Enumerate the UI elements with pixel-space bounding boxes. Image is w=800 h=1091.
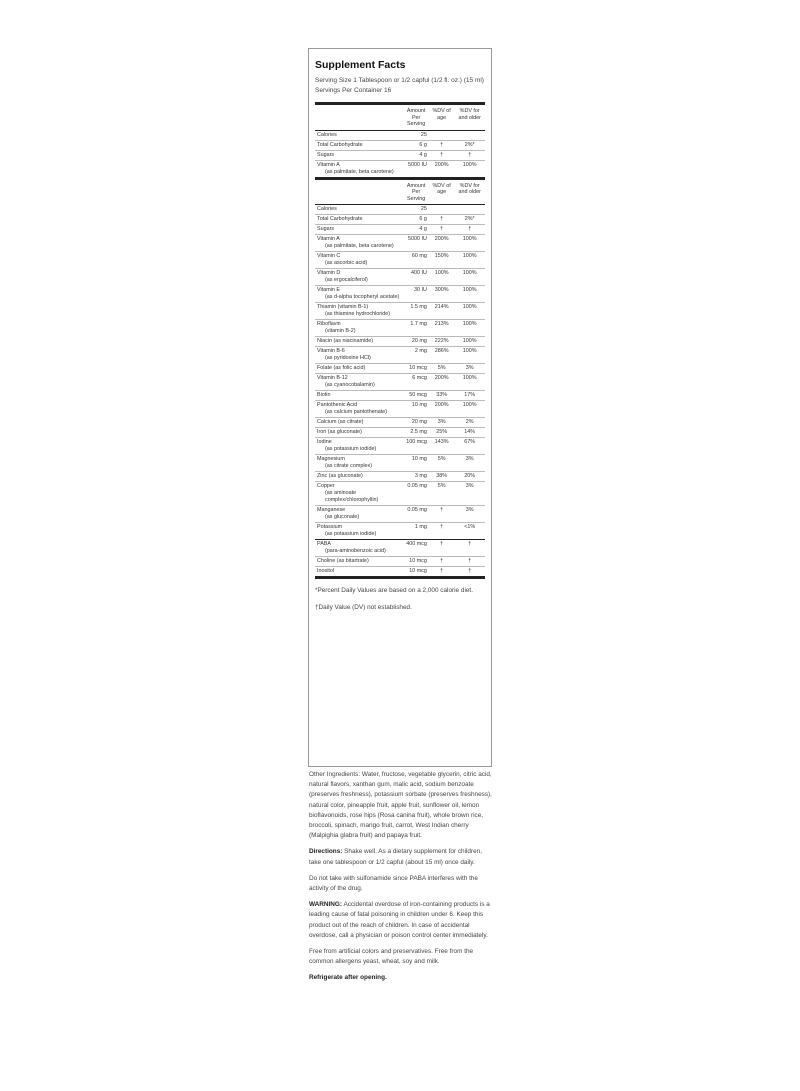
nutrient-row [315, 401, 485, 418]
refrigerate-label: Refrigerate after opening. [309, 974, 387, 982]
nutrient-row [315, 567, 485, 578]
dv-adults: 2%* [454, 140, 485, 150]
nutrient-source: (as potassium iodide) [325, 531, 377, 537]
dv-children: † [429, 215, 455, 225]
amount-per-serving: 10 mcg [403, 364, 429, 374]
header-nutrient [315, 180, 403, 205]
nutrient-name-cell [315, 472, 403, 482]
nutrient-name: Riboflavin [317, 321, 341, 327]
nutrient-name-cell [315, 337, 403, 347]
header-dv-adults: %DV for and older [454, 180, 485, 205]
dv-children: 300% [429, 286, 455, 303]
nutrient-row [315, 235, 485, 252]
nutrient-name: Calories [317, 206, 337, 212]
amount-per-serving: 20 mg [403, 418, 429, 428]
nutrient-name-cell [315, 557, 403, 567]
servings-per-container: Servings Per Container 16 [315, 87, 392, 94]
dv-adults: 17% [454, 391, 485, 401]
nutrient-name-cell [315, 364, 403, 374]
nutrient-name: Calories [317, 131, 337, 138]
dv-adults: 67% [454, 438, 485, 455]
dv-children: † [429, 506, 455, 523]
supplement-facts-title: Supplement Facts [315, 59, 406, 71]
amount-per-serving: 4 g [403, 225, 429, 235]
nutrient-name-cell [315, 215, 403, 225]
dv-children: 25% [429, 428, 455, 438]
nutrient-name-cell [315, 374, 403, 391]
nutrient-row [315, 455, 485, 472]
dv-children: 213% [429, 320, 455, 337]
nutrient-name: Thiamin (vitamin B-1) [317, 304, 369, 310]
refrigerate-note [309, 973, 493, 983]
dv-children: 286% [429, 347, 455, 364]
amount-per-serving: 100 mcg [403, 438, 429, 455]
nutrient-row [315, 364, 485, 374]
dv-adults: 3% [454, 364, 485, 374]
dv-adults: 20% [454, 472, 485, 482]
table-header-row [315, 180, 485, 205]
amount-per-serving: 1.7 mg [403, 320, 429, 337]
dv-adults: 3% [454, 506, 485, 523]
amount-per-serving: 50 mcg [403, 391, 429, 401]
dv-adults: 100% [454, 320, 485, 337]
nutrient-name: Vitamin C [317, 253, 341, 259]
dv-children: † [429, 140, 455, 150]
nutrient-row [315, 140, 485, 150]
nutrient-name: Choline (as bitartrate) [317, 558, 369, 564]
nutrient-row [315, 205, 485, 215]
nutrient-name: Vitamin D [317, 270, 341, 276]
nutrient-name: Niacin (as niacinamide) [317, 338, 374, 344]
nutrient-source: (as palmitate, beta carotene) [325, 243, 394, 249]
nutrient-row [315, 320, 485, 337]
nutrient-source: (as citrate complex) [325, 463, 373, 469]
amount-per-serving: 1 mg [403, 523, 429, 540]
header-nutrient [315, 104, 403, 131]
nutrient-name: Biotin [317, 392, 331, 398]
warning [309, 900, 493, 941]
dv-adults: 3% [454, 455, 485, 472]
nutrient-row [315, 506, 485, 523]
dv-children: 5% [429, 364, 455, 374]
header-dv-adults: %DV for and older [454, 104, 485, 131]
dv-adults: 2% [454, 418, 485, 428]
nutrient-row [315, 130, 485, 140]
dv-children: 222% [429, 337, 455, 347]
nutrient-name-cell [315, 130, 403, 140]
facts-table-2 [315, 180, 485, 580]
nutrient-name: Vitamin A [317, 236, 340, 242]
directions-label: Directions: [309, 848, 343, 856]
dv-adults: 100% [454, 337, 485, 347]
dv-children: † [429, 557, 455, 567]
nutrient-name: Vitamin B-12 [317, 375, 348, 381]
amount-per-serving: 60 mg [403, 252, 429, 269]
dv-children: † [429, 225, 455, 235]
amount-per-serving: 25 [403, 205, 429, 215]
dv-children: 5% [429, 482, 455, 506]
header-amount: Amount Per Serving [403, 180, 429, 205]
nutrient-row [315, 225, 485, 235]
dv-children: 33% [429, 391, 455, 401]
dv-adults: 100% [454, 401, 485, 418]
amount-per-serving: 10 mg [403, 401, 429, 418]
directions [309, 847, 493, 867]
nutrient-name: Potassium [317, 524, 343, 530]
amount-per-serving: 10 mg [403, 455, 429, 472]
nutrient-row [315, 557, 485, 567]
nutrient-row [315, 438, 485, 455]
nutrient-name: Vitamin B-6 [317, 348, 345, 354]
nutrient-source: (as ergocalciferol) [325, 277, 368, 283]
nutrient-row [315, 374, 485, 391]
supplement-facts-panel [308, 48, 492, 767]
amount-per-serving: 30 IU [403, 286, 429, 303]
nutrient-name-cell [315, 347, 403, 364]
dv-adults: † [454, 225, 485, 235]
footnote-percent-dv: *Percent Daily Values are based on a 2,000 calorie diet. [315, 587, 473, 594]
nutrient-name: Total Carbohydrate [317, 141, 363, 148]
nutrient-name-cell [315, 540, 403, 557]
amount-per-serving: 0.05 mg [403, 506, 429, 523]
dv-adults: <1% [454, 523, 485, 540]
amount-per-serving: 4 g [403, 150, 429, 160]
nutrient-row [315, 472, 485, 482]
nutrient-name-cell [315, 455, 403, 472]
dv-children [429, 205, 455, 215]
dv-adults: † [454, 567, 485, 578]
dv-children: † [429, 567, 455, 578]
header-dv-children: %DV of age [429, 104, 455, 131]
dv-adults: 100% [454, 160, 485, 178]
amount-per-serving: 0.05 mg [403, 482, 429, 506]
dv-children: † [429, 150, 455, 160]
dv-children: 143% [429, 438, 455, 455]
sulfonamide-note: Do not take with sulfonamide since PABA interferes with the activity of the drug. [309, 874, 478, 893]
nutrient-name-cell [315, 320, 403, 337]
nutrient-name-cell [315, 438, 403, 455]
dv-children: 3% [429, 418, 455, 428]
nutrient-row [315, 523, 485, 540]
header-dv-children: %DV of age [429, 180, 455, 205]
nutrient-name: PABA [317, 541, 331, 547]
nutrient-row [315, 150, 485, 160]
dv-children: 214% [429, 303, 455, 320]
nutrient-source: (as d-alpha tocopheryl acetate) [325, 294, 400, 300]
nutrient-source: (para-aminobenzoic acid) [325, 548, 386, 554]
nutrient-name-cell [315, 140, 403, 150]
nutrient-name-cell [315, 401, 403, 418]
nutrient-name: Folate (as folic acid) [317, 365, 366, 371]
amount-per-serving: 6 g [403, 215, 429, 225]
nutrient-name-cell [315, 418, 403, 428]
dv-children: 200% [429, 401, 455, 418]
header-amount: Amount Per Serving [403, 104, 429, 131]
dv-adults: 100% [454, 303, 485, 320]
dv-adults: 3% [454, 482, 485, 506]
nutrient-source: (as ascorbic acid) [325, 260, 368, 266]
nutrient-row [315, 286, 485, 303]
dv-children: 200% [429, 160, 455, 178]
nutrient-row [315, 215, 485, 225]
amount-per-serving: 400 mcg [403, 540, 429, 557]
warning-text: Accidental overdose of iron-containing products is a leading cause of fatal poisoning in children under 6. Keep this product out of the reach of children. In case of accidental overdose, call a physician or poison control center immediately. [309, 901, 490, 939]
nutrient-name: Iodine [317, 439, 332, 445]
amount-per-serving: 10 mcg [403, 567, 429, 578]
amount-per-serving: 2.5 mg [403, 428, 429, 438]
footnote-dv-not-established: †Daily Value (DV) not established. [315, 604, 412, 611]
nutrient-row [315, 391, 485, 401]
dv-children: † [429, 540, 455, 557]
nutrient-name-cell [315, 482, 403, 506]
footnotes [315, 586, 485, 613]
dv-adults: † [454, 557, 485, 567]
dv-adults: 100% [454, 235, 485, 252]
dv-adults: 100% [454, 252, 485, 269]
nutrient-name-cell [315, 160, 403, 178]
nutrient-name-cell [315, 225, 403, 235]
nutrient-name-cell [315, 523, 403, 540]
dv-children: 200% [429, 235, 455, 252]
amount-per-serving: 10 mcg [403, 557, 429, 567]
dv-adults: 100% [454, 347, 485, 364]
nutrient-name-cell [315, 252, 403, 269]
nutrient-name-cell [315, 269, 403, 286]
nutrient-name: Magnesium [317, 456, 345, 462]
nutrient-row [315, 160, 485, 178]
amount-per-serving: 5000 IU [403, 160, 429, 178]
amount-per-serving: 2 mg [403, 347, 429, 364]
dv-children: † [429, 523, 455, 540]
nutrient-name-cell [315, 506, 403, 523]
nutrient-name-cell [315, 567, 403, 578]
amount-per-serving: 20 mg [403, 337, 429, 347]
nutrient-name: Inositol [317, 568, 335, 574]
nutrient-name-cell [315, 391, 403, 401]
nutrient-row [315, 337, 485, 347]
nutrient-name: Zinc (as gluconate) [317, 473, 363, 479]
nutrient-name: Pantothenic Acid [317, 402, 358, 408]
dv-adults: † [454, 150, 485, 160]
nutrient-row [315, 269, 485, 286]
nutrient-name-cell [315, 150, 403, 160]
nutrient-row [315, 252, 485, 269]
dv-adults: 100% [454, 269, 485, 286]
facts-table-1 [315, 102, 485, 180]
dv-adults: 2%* [454, 215, 485, 225]
serving-size: Serving Size 1 Tablespoon or 1/2 capful (1/2 fl. oz.) (15 ml) [315, 77, 484, 84]
amount-per-serving: 6 g [403, 140, 429, 150]
nutrient-name: Vitamin A [317, 161, 340, 168]
directions-text: Shake well. As a dietary supplement for children, take one tablespoon or 1/2 capful (about 15 ml) once daily. [309, 848, 482, 866]
nutrient-name: Total Carbohydrate [317, 216, 363, 222]
dv-children: 100% [429, 269, 455, 286]
nutrient-source: (as thiamine hydrochloride) [325, 311, 391, 317]
nutrient-source: (as calcium pantothenate) [325, 409, 388, 415]
nutrient-row [315, 418, 485, 428]
amount-per-serving: 1.5 mg [403, 303, 429, 320]
nutrient-source: (as aminoate complex/chlorophyllin) [325, 490, 379, 503]
nutrient-name-cell [315, 235, 403, 252]
nutrient-source: (vitamin B-2) [325, 328, 356, 334]
dv-children: 38% [429, 472, 455, 482]
nutrient-source: (as palmitate, beta carotene) [325, 168, 394, 175]
dv-adults: 100% [454, 286, 485, 303]
nutrient-row [315, 482, 485, 506]
nutrient-source: (as gluconate) [325, 514, 360, 520]
dv-children [429, 130, 455, 140]
dv-adults [454, 130, 485, 140]
nutrient-name-cell [315, 303, 403, 320]
nutrient-name: Iron (as gluconate) [317, 429, 362, 435]
nutrient-name: Sugars [317, 226, 335, 232]
nutrient-row [315, 303, 485, 320]
nutrient-name-cell [315, 205, 403, 215]
dv-adults: 14% [454, 428, 485, 438]
amount-per-serving: 5000 IU [403, 235, 429, 252]
dv-children: 150% [429, 252, 455, 269]
table-header-row [315, 104, 485, 131]
amount-per-serving: 3 mg [403, 472, 429, 482]
dv-adults: 100% [454, 374, 485, 391]
nutrient-source: (as potassium iodide) [325, 446, 377, 452]
nutrient-name: Manganese [317, 507, 346, 513]
nutrient-name-cell [315, 428, 403, 438]
amount-per-serving: 6 mcg [403, 374, 429, 391]
dv-adults [454, 205, 485, 215]
other-ingredients: Other Ingredients: Water, fructose, vegetable glycerin, citric acid, natural flavors, xanthan gum, malic acid, sodium benzoate (preserves freshness), potassium sorbate (preserves freshness), natural color, pineapple fruit, apple fruit, sunflower oil, lemon bioflavonoids, rose hips (Rosa canina fruit), whole brown rice, broccoli, spinach, mango fruit, carrot, West Indian cherry (Malpighia glabra fruit) and papaya fruit. [309, 771, 492, 840]
product-info [309, 770, 493, 990]
nutrient-source: (as cyanocobalamin) [325, 382, 375, 388]
free-from-note: Free from artificial colors and preservatives. Free from the common allergens yeast, wheat, soy and milk. [309, 948, 474, 966]
amount-per-serving: 25 [403, 130, 429, 140]
nutrient-name: Calcium (as citrate) [317, 419, 364, 425]
dv-adults: † [454, 540, 485, 557]
nutrient-row [315, 540, 485, 557]
nutrient-source: (as pyridoxine HCl) [325, 355, 371, 361]
dv-children: 5% [429, 455, 455, 472]
nutrient-row [315, 428, 485, 438]
nutrient-name: Vitamin E [317, 287, 340, 293]
nutrient-row [315, 347, 485, 364]
nutrient-name: Copper [317, 483, 335, 489]
dv-children: 200% [429, 374, 455, 391]
nutrient-name-cell [315, 286, 403, 303]
amount-per-serving: 400 IU [403, 269, 429, 286]
warning-label: WARNING: [309, 901, 343, 909]
nutrient-name: Sugars [317, 151, 335, 158]
